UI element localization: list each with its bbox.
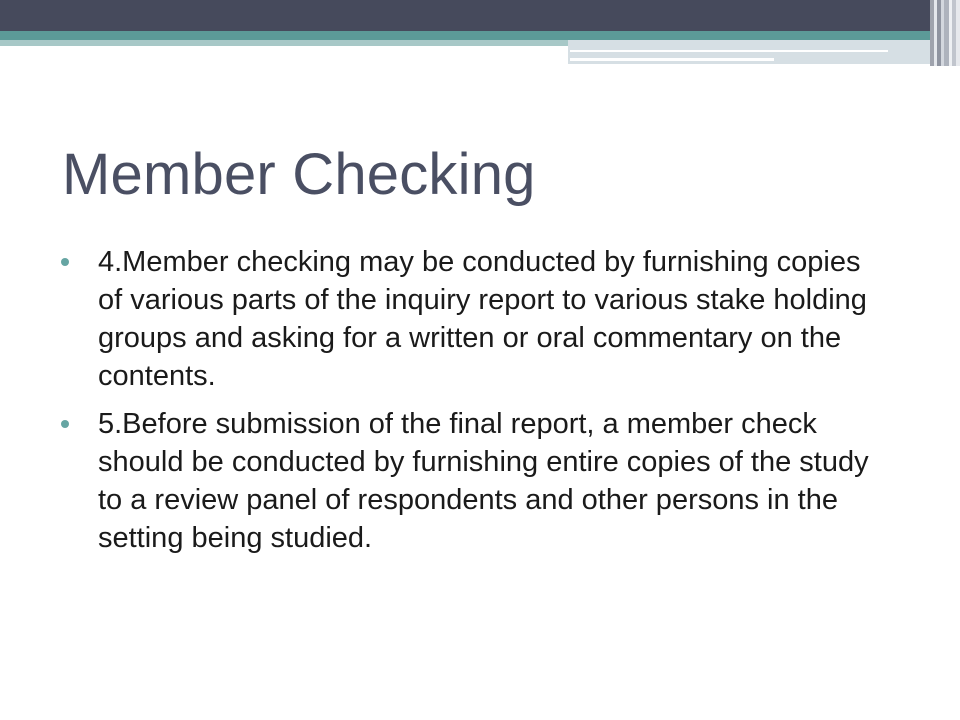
bullet-text: 5.Before submission of the final report, a member check should be conducted by furnishing entire copies of the study to a review panel of respondents and other persons in the setting being studied. <box>98 408 869 554</box>
header-band-line <box>570 58 774 61</box>
bullet-list <box>60 243 890 567</box>
header-band-line <box>570 50 888 52</box>
header-band-teal <box>0 31 930 40</box>
bullet-dot-icon <box>61 420 69 428</box>
bullet-item <box>60 243 890 395</box>
slide-title: Member Checking <box>62 142 536 207</box>
bullet-item <box>60 405 890 557</box>
bullet-text: 4.Member checking may be conducted by furnishing copies of various parts of the inquiry report to various stake holding groups and asking for a written or oral commentary on the contents. <box>98 246 867 392</box>
edge-stripe <box>956 0 960 66</box>
header-band-dark <box>0 0 930 31</box>
header-band-teal-light <box>0 40 568 46</box>
bullet-dot-icon <box>61 258 69 266</box>
